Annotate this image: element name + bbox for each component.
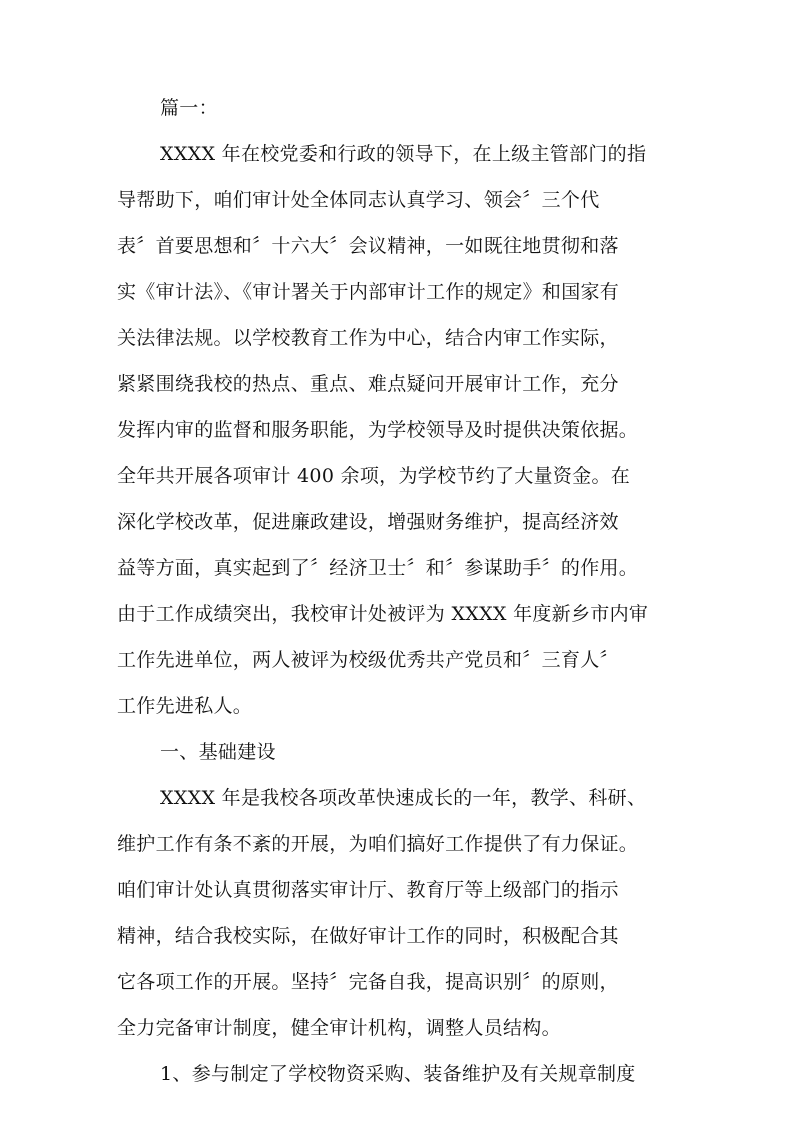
list-item: 1、参与制定了学校物资采购、装备维护及有关规章制度 xyxy=(160,1063,636,1085)
paragraph-line: 深化学校改革，促进廉政建设，增强财务维护，提高经济效 xyxy=(117,511,619,533)
paragraph-line: 关法律法规。以学校教育工作为中心，结合内审工作实际， xyxy=(117,327,619,349)
paragraph-line: 导帮助下，咱们审计处全体同志认真学习、领会〞三个代 xyxy=(117,189,600,211)
section-heading: 篇一： xyxy=(160,97,218,119)
paragraph-line: 它各项工作的开展。坚持〞完备自我，提高识别〞的原则， xyxy=(117,971,619,993)
subsection-heading: 一、基础建设 xyxy=(160,741,276,763)
paragraph-line: 由于工作成绩突出，我校审计处被评为 XXXX 年度新乡市内审 xyxy=(117,603,649,625)
paragraph-line: XXXX 年在校党委和行政的领导下，在上级主管部门的指 xyxy=(160,143,647,165)
paragraph-line: 咱们审计处认真贯彻落实审计厅、教育厅等上级部门的指示 xyxy=(117,879,619,901)
paragraph-line: 表〞首要思想和〞十六大〞会议精神，一如既往地贯彻和落 xyxy=(117,235,619,257)
paragraph-line: 精神，结合我校实际，在做好审计工作的同时，积极配合其 xyxy=(117,925,619,947)
paragraph-line: 维护工作有条不紊的开展，为咱们搞好工作提供了有力保证。 xyxy=(117,833,639,855)
paragraph-line: 全力完备审计制度，健全审计机构，调整人员结构。 xyxy=(117,1017,561,1039)
paragraph-line: 紧紧围绕我校的热点、重点、难点疑问开展审计工作，充分 xyxy=(117,373,619,395)
paragraph-line: 工作先进私人。 xyxy=(117,695,253,717)
paragraph-line: 实《审计法》、《审计署关于内部审计工作的规定》和国家有 xyxy=(117,281,620,303)
paragraph-line: 益等方面，真实起到了〞经济卫士〞和〞参谋助手〞的作用。 xyxy=(117,557,639,579)
paragraph-line: XXXX 年是我校各项改革快速成长的一年，教学、科研、 xyxy=(160,787,647,809)
paragraph-line: 全年共开展各项审计 400 余项，为学校节约了大量资金。在 xyxy=(117,465,631,487)
paragraph-line: 发挥内审的监督和服务职能，为学校领导及时提供决策依据。 xyxy=(117,419,639,441)
paragraph-line: 工作先进单位，两人被评为校级优秀共产党员和〞三育人〞 xyxy=(117,649,619,671)
